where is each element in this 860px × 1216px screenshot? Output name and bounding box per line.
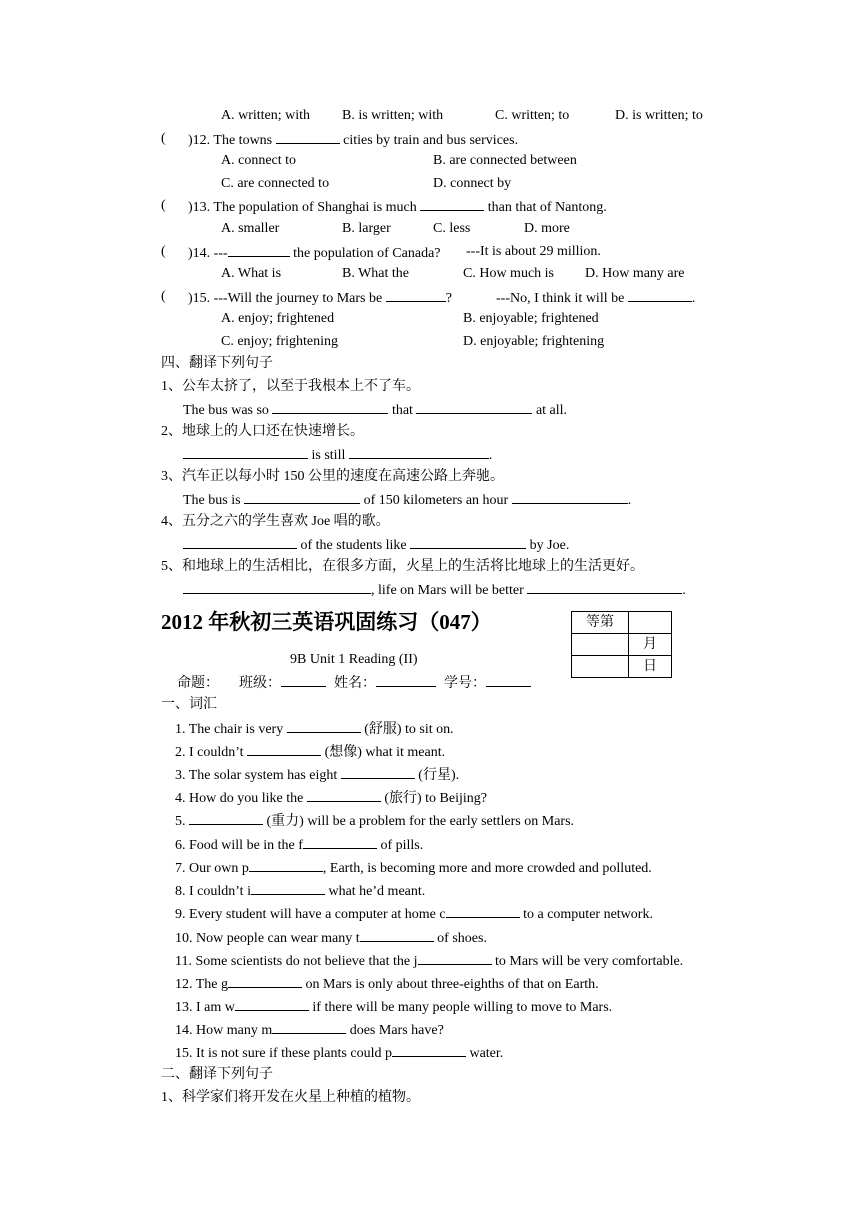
answer-blank[interactable] [392, 1043, 466, 1057]
worksheet-title: 2012 年秋初三英语巩固练习（047） [161, 610, 492, 634]
vocab-item: 5. (重力) will be a problem for the early settlers on Mars. [175, 811, 574, 829]
student-info-line [177, 673, 531, 691]
question-text: )15. ---Will the journey to Mars be ? [188, 288, 452, 306]
answer-blank[interactable] [247, 742, 321, 756]
day-label: 日 [629, 656, 672, 678]
option: B. larger [342, 221, 391, 236]
option: C. How much is [463, 266, 554, 281]
chinese-sentence: 4、五分之六的学生喜欢 Joe 唱的歌。 [161, 514, 390, 529]
option: B. are connected between [433, 153, 577, 168]
option: A. written; with [221, 108, 311, 123]
answer-blank[interactable] [228, 974, 302, 988]
grade-box [571, 611, 672, 678]
answer-blank[interactable] [235, 997, 309, 1011]
section-heading: 四、翻译下列句子 [161, 356, 273, 371]
grade-label: 等第 [572, 612, 629, 634]
class-label: 班级： [239, 676, 281, 691]
setter-label: 命题： [177, 676, 219, 691]
section-heading: 一、词汇 [161, 697, 217, 712]
vocab-item: 12. The g on Mars is only about three-eighths of that on Earth. [175, 974, 599, 992]
chinese-sentence: 2、地球上的人口还在快速增长。 [161, 424, 364, 439]
answer-blank[interactable] [183, 445, 308, 459]
answer-blank[interactable] [228, 243, 290, 257]
answer-blank[interactable] [307, 788, 381, 802]
option: C. less [433, 221, 471, 236]
worksheet-subtitle: 9B Unit 1 Reading (II) [290, 652, 418, 667]
answer-blank[interactable] [249, 858, 323, 872]
answer-blank[interactable] [272, 1020, 346, 1034]
answer-paren: ( [161, 244, 166, 259]
question-text: )14. --- the population of Canada? [188, 243, 441, 261]
answer-blank[interactable] [251, 881, 325, 895]
class-field[interactable] [281, 673, 326, 687]
name-field[interactable] [376, 673, 436, 687]
chinese-sentence: 5、和地球上的生活相比，在很多方面，火星上的生活将比地球上的生活更好。 [161, 559, 644, 574]
option: D. more [524, 221, 570, 236]
option: A. enjoy; frightened [221, 311, 335, 326]
vocab-item: 4. How do you like the (旅行) to Beijing? [175, 788, 487, 806]
question-reply: ---No, I think it will be . [496, 288, 695, 306]
answer-blank[interactable] [341, 765, 415, 779]
option: A. connect to [221, 153, 297, 168]
answer-paren: ( [161, 198, 166, 213]
chinese-sentence: 3、汽车正以每小时 150 公里的速度在高速公路上奔驰。 [161, 469, 504, 484]
day-cell[interactable] [572, 656, 629, 678]
option: B. What the [342, 266, 410, 281]
english-sentence: of the students like by Joe. [183, 535, 569, 553]
option: C. are connected to [221, 176, 330, 191]
vocab-item: 13. I am w if there will be many people willing to move to Mars. [175, 997, 612, 1015]
vocab-item: 14. How many m does Mars have? [175, 1020, 444, 1038]
option: C. written; to [495, 108, 570, 123]
vocab-item: 15. It is not sure if these plants could p water. [175, 1043, 503, 1061]
option: C. enjoy; frightening [221, 334, 339, 349]
vocab-item: 7. Our own p , Earth, is becoming more and more crowded and polluted. [175, 858, 652, 876]
english-sentence: , life on Mars will be better . [183, 580, 686, 598]
answer-paren: ( [161, 131, 166, 146]
answer-blank[interactable] [287, 719, 361, 733]
vocab-item: 11. Some scientists do not believe that the j to Mars will be very comfortable. [175, 951, 683, 969]
vocab-item: 3. The solar system has eight (行星). [175, 765, 459, 783]
chinese-sentence: 1、公车太挤了，以至于我根本上不了车。 [161, 379, 420, 394]
option: A. What is [221, 266, 282, 281]
answer-blank[interactable] [416, 400, 532, 414]
option: B. enjoyable; frightened [463, 311, 599, 326]
vocab-item: 6. Food will be in the f of pills. [175, 835, 423, 853]
answer-blank[interactable] [272, 400, 388, 414]
answer-blank[interactable] [189, 811, 263, 825]
answer-paren: ( [161, 289, 166, 304]
english-sentence: The bus is of 150 kilometers an hour . [183, 490, 631, 508]
month-cell[interactable] [572, 634, 629, 656]
answer-blank[interactable] [303, 835, 377, 849]
option: D. is written; to [615, 108, 703, 123]
answer-blank[interactable] [446, 904, 520, 918]
answer-blank[interactable] [512, 490, 628, 504]
option: D. How many are [585, 266, 685, 281]
answer-blank[interactable] [183, 580, 371, 594]
section-heading: 二、翻译下列句子 [161, 1067, 273, 1082]
vocab-item: 2. I couldn’t (想像) what it meant. [175, 742, 445, 760]
question-reply: ---It is about 29 million. [466, 244, 601, 259]
vocab-item: 1. The chair is very (舒服) to sit on. [175, 719, 454, 737]
answer-blank[interactable] [360, 928, 434, 942]
number-field[interactable] [486, 673, 531, 687]
answer-blank[interactable] [527, 580, 682, 594]
question-text: )13. The population of Shanghai is much than that of Nantong. [188, 197, 607, 215]
answer-blank[interactable] [628, 288, 692, 302]
question-text: )12. The towns cities by train and bus services. [188, 130, 518, 148]
number-label: 学号： [444, 676, 486, 691]
vocab-item: 10. Now people can wear many t of shoes. [175, 928, 487, 946]
month-label: 月 [629, 634, 672, 656]
option: D. enjoyable; frightening [463, 334, 605, 349]
answer-blank[interactable] [183, 535, 297, 549]
answer-blank[interactable] [349, 445, 489, 459]
name-label: 姓名： [334, 676, 376, 691]
vocab-item: 9. Every student will have a computer at home c to a computer network. [175, 904, 653, 922]
option: D. connect by [433, 176, 512, 191]
answer-blank[interactable] [276, 130, 340, 144]
answer-blank[interactable] [418, 951, 492, 965]
option: B. is written; with [342, 108, 444, 123]
english-sentence: The bus was so that at all. [183, 400, 567, 418]
answer-blank[interactable] [410, 535, 526, 549]
answer-blank[interactable] [244, 490, 360, 504]
option: A. smaller [221, 221, 280, 236]
english-sentence: is still . [183, 445, 492, 463]
answer-blank[interactable] [420, 197, 484, 211]
vocab-item: 8. I couldn’t i what he’d meant. [175, 881, 425, 899]
chinese-sentence: 1、科学家们将开发在火星上种植的植物。 [161, 1090, 420, 1105]
answer-blank[interactable] [386, 288, 446, 302]
grade-cell[interactable] [629, 612, 672, 634]
